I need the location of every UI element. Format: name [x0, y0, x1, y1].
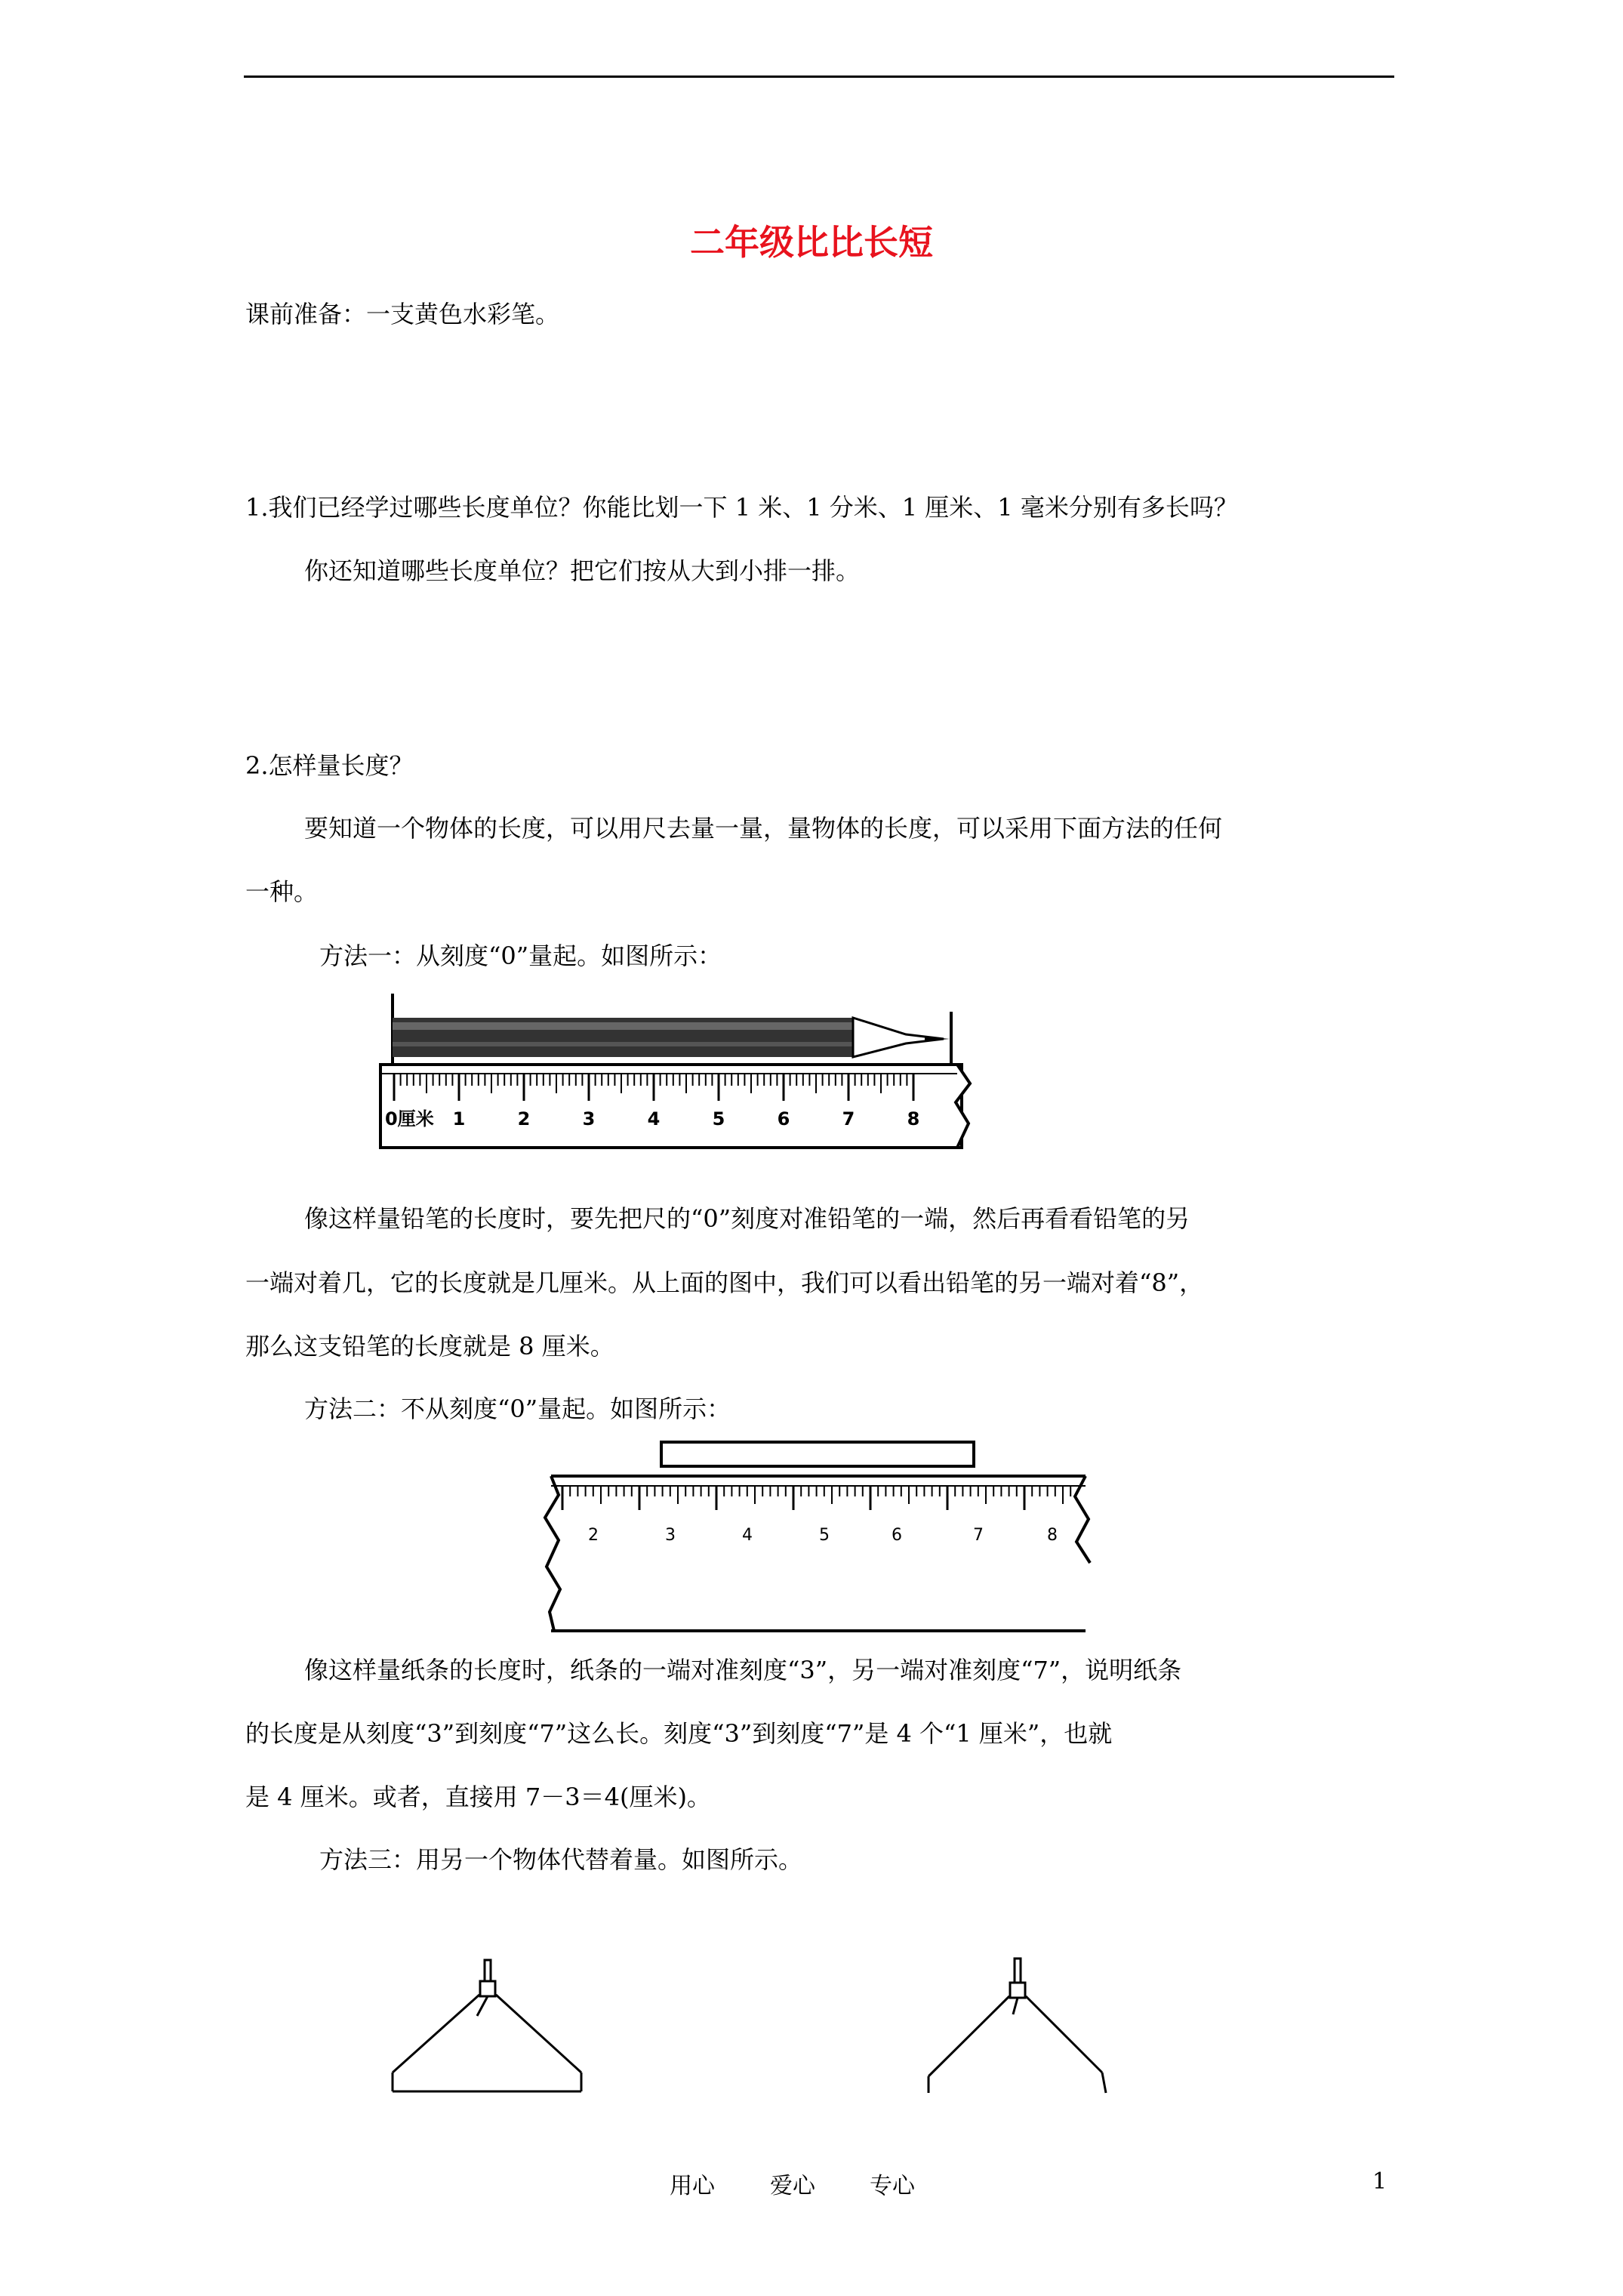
- pencil-ruler-figure: [370, 989, 996, 1170]
- ruler-2-label-4: 4: [742, 1526, 753, 1545]
- header-rule: [244, 76, 1394, 78]
- footer-item-3: 专心: [870, 2173, 915, 2199]
- question-1-line-1: 1.我们已经学过哪些长度单位？你能比划一下 1 米、1 分米、1 厘米、1 毫米分别有多长吗？: [245, 493, 1238, 522]
- paper-strip-ruler-figure: [528, 1435, 1102, 1638]
- footer-item-2: 爱心: [770, 2173, 815, 2199]
- compass-figures: [377, 1948, 1140, 2099]
- method-2-line-1: 像这样量纸条的长度时，纸条的一端对准刻度“3”，另一端对准刻度“7”，说明纸条: [304, 1656, 1182, 1684]
- ruler-2-label-7: 7: [973, 1526, 984, 1545]
- ruler-2-ticks: [562, 1486, 1070, 1510]
- pencil-illustration: [393, 994, 951, 1068]
- ruler-1-label-2: 2: [517, 1108, 531, 1130]
- ruler-2-label-6: 6: [892, 1526, 902, 1545]
- method-1-label: 方法一：从刻度“0”量起。如图所示：: [319, 942, 722, 970]
- method-2-line-3: 是 4 厘米。或者，直接用 7－3＝4(厘米)。: [245, 1783, 711, 1811]
- compass-left-icon: [393, 1960, 581, 2091]
- ruler-1-label-6: 6: [777, 1108, 790, 1130]
- method-3-label: 方法三：用另一个物体代替着量。如图所示。: [319, 1845, 803, 1874]
- question-2-intro-line-1: 要知道一个物体的长度，可以用尺去量一量，量物体的长度，可以采用下面方法的任何: [304, 814, 1223, 843]
- page-number: 1: [1372, 2168, 1387, 2195]
- ruler-1-label-8: 8: [907, 1108, 920, 1130]
- method-2-label: 方法二：不从刻度“0”量起。如图所示：: [304, 1395, 731, 1423]
- compass-right-icon: [929, 1959, 1106, 2093]
- method-1-line-3: 那么这支铅笔的长度就是 8 厘米。: [245, 1332, 614, 1361]
- ruler-1-label-5: 5: [712, 1108, 725, 1130]
- ruler-1-label-3: 3: [582, 1108, 596, 1130]
- question-1-line-2: 你还知道哪些长度单位？把它们按从大到小排一排。: [304, 556, 861, 585]
- ruler-1-label-7: 7: [842, 1108, 855, 1130]
- ruler-1-label-1: 1: [452, 1108, 466, 1130]
- ruler-2-label-3: 3: [665, 1526, 676, 1545]
- question-2-heading: 2.怎样量长度？: [245, 751, 414, 780]
- method-2-line-2: 的长度是从刻度“3”到刻度“7”这么长。刻度“3”到刻度“7”是 4 个“1 厘米”，也就: [245, 1719, 1113, 1748]
- method-1-line-1: 像这样量铅笔的长度时，要先把尺的“0”刻度对准铅笔的一端，然后再看看铅笔的另: [304, 1204, 1190, 1233]
- footer-item-1: 用心: [670, 2173, 715, 2199]
- page-title: 二年级比比长短: [690, 222, 933, 263]
- ruler-2-label-5: 5: [819, 1526, 830, 1545]
- paper-strip: [661, 1442, 974, 1466]
- ruler-2-label-2: 2: [588, 1526, 599, 1545]
- prep-text: 课前准备：一支黄色水彩笔。: [245, 300, 560, 328]
- ruler-2: [545, 1476, 1090, 1631]
- method-1-line-2: 一端对着几，它的长度就是几厘米。从上面的图中，我们可以看出铅笔的另一端对着“8”，: [245, 1268, 1204, 1297]
- ruler-1-label-4: 4: [647, 1108, 661, 1130]
- ruler-1: [380, 1065, 970, 1148]
- ruler-2-label-8: 8: [1047, 1526, 1058, 1545]
- ruler-1-unit-label: 0厘米: [385, 1108, 434, 1130]
- question-2-intro-line-2: 一种。: [245, 877, 319, 906]
